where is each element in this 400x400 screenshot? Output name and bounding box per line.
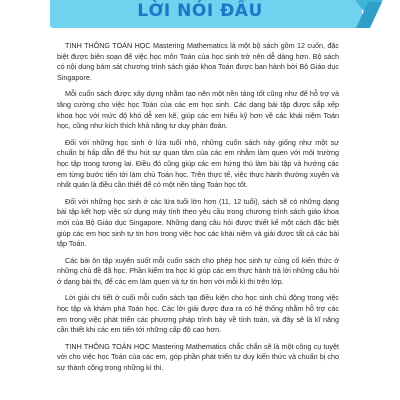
paragraph: TINH THÔNG TOÁN HỌC Mastering Mathematics là một bộ sách gồm 12 cuốn, đặc biệt được biên soạn để việc học môn Toán của học sinh trở nên dễ dàng hơn. Bộ sách có nội dung bám sát chương trình sách giáo khoa Toán được ban hành bởi Bộ Giáo dục Singapore. xyxy=(57,41,339,83)
preface-body xyxy=(57,41,339,379)
paragraph: Đối với những học sinh ở lứa tuổi nhỏ, những cuốn sách này giống như một sự chuẩn bị hấp dẫn để thu hút sự quan tâm của các em nhằm làm quen với môi trường học tập trong tương lai. Điều đó cũng giúp các em hứng thú làm bài tập và hướng các em từng bước tiến tới làm chủ Toán học. Trên thực tế, việc thực hành thường xuyên và nhất quán là điều cần thiết để có một nền tảng Toán học tốt. xyxy=(57,137,339,190)
page-title: LỜI NÓI ĐẦU xyxy=(137,1,263,21)
paragraph: Lời giải chi tiết ở cuối mỗi cuốn sách tạo điều kiện cho học sinh chủ động trong việc học tập và khám phá Toán học. Các lời giải được đưa ra có hệ thống nhằm hỗ trợ các em trong việc phát triển các phương pháp trình bày về tính toán, và đây sẽ là kĩ năng cần thiết khi các em tiến tới những cấp độ cao hơn. xyxy=(57,293,339,335)
paragraph: Mỗi cuốn sách được xây dựng nhằm tạo nên một nền tảng tốt cũng như để hỗ trợ và tăng cường cho việc học Toán của các em học sinh. Các dạng bài tập được sắp xếp khoa học với mức độ khó dễ xen kẽ, giúp các em hiểu kỹ hơn về các khái niệm Toán học, cũng như kích thích khả năng tư duy phán đoán. xyxy=(57,89,339,131)
paragraph: Các bài ôn tập xuyên suốt mỗi cuốn sách cho phép học sinh tự củng cố kiến thức ở những chủ đề đã học. Phần kiểm tra học kì giúp các em thực hành trả lời những câu hỏi ở dạng bài thi, để các em làm quen và tự tin hơn với mỗi kì thi trên lớp. xyxy=(57,255,339,287)
paragraph: TINH THÔNG TOÁN HỌC Mastering Mathematics chắc chắn sẽ là một công cụ tuyệt vời cho việc học Toán của các em, góp phần phát triển tư duy kiến thức và chuẩn bị cho sự thành công trong những kì thi. xyxy=(57,341,339,372)
paragraph: Đối với những học sinh ở các lứa tuổi lớn hơn (11, 12 tuổi), sách sẽ có những dạng bài tập kết hợp việc sử dụng máy tính theo yêu cầu trong chương trình sách giáo khoa mới của Bộ Giáo dục Singapore. Những dạng câu hỏi được thiết kế một cách đặc biệt giúp các em học sinh tự tin hơn trong việc học các khái niệm và giải được tất cả các bài tập Toán. xyxy=(57,196,339,249)
